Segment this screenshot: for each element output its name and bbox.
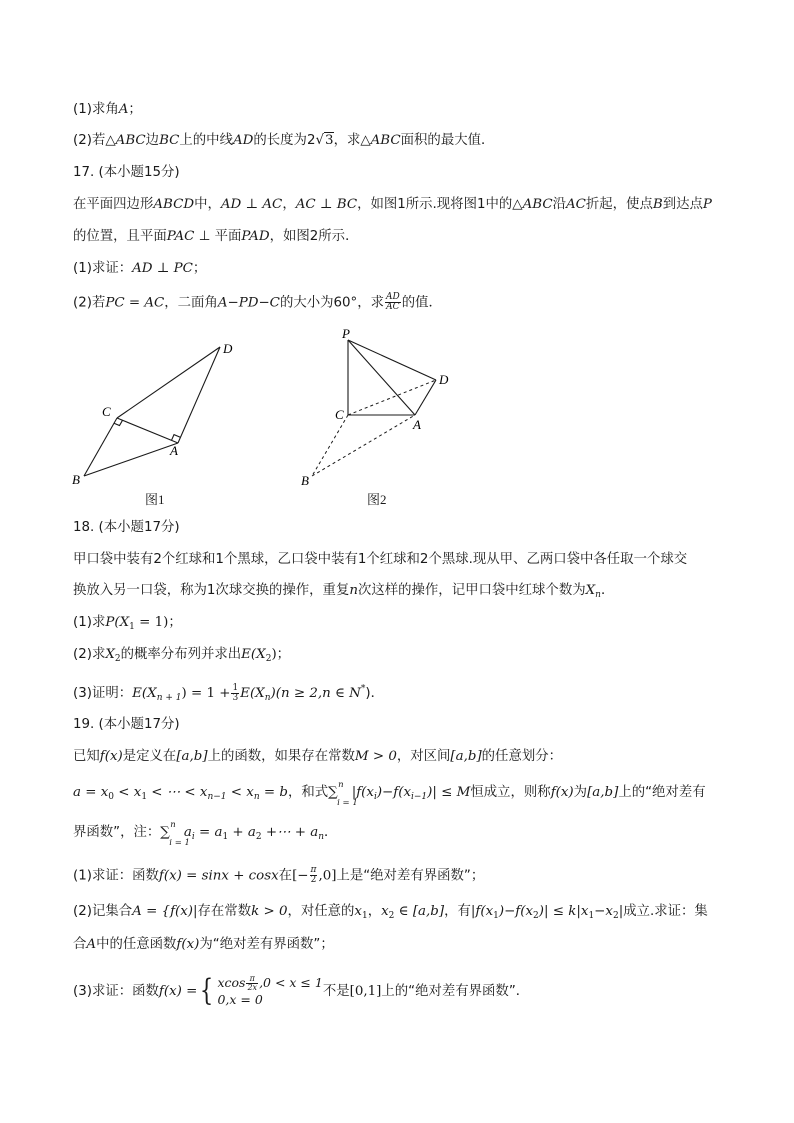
q17-part1 (73, 259, 206, 279)
label-C: C (335, 407, 344, 422)
subscript: 2 (612, 911, 619, 921)
math: E(X (240, 686, 265, 701)
math: ,0] (318, 868, 337, 884)
text: 的大小为60°，求 (279, 295, 385, 311)
math: xcos (217, 975, 246, 990)
subscript: i−1 (411, 792, 428, 802)
math: AC (565, 197, 586, 212)
subscript: n (595, 590, 601, 600)
text: (2)记集合 (73, 904, 133, 919)
figure-2-caption: 图2 (367, 492, 387, 507)
math: f(x) (550, 785, 574, 800)
math: X (585, 583, 596, 598)
q19-line3 (73, 820, 338, 848)
text: 已知 (73, 749, 100, 764)
q17-line2 (73, 227, 358, 247)
label-P: P (342, 326, 350, 341)
radicand: 3 (325, 133, 334, 148)
numerator: 1 (232, 682, 239, 693)
subscript: 0 (108, 792, 115, 802)
text: 不是 (322, 984, 350, 999)
edge-BA (84, 443, 178, 476)
math: < x (226, 785, 254, 800)
label-B: B (301, 473, 309, 488)
text: (1)求角 (73, 102, 119, 117)
edge-PA (348, 340, 415, 415)
math: ) (271, 647, 277, 662)
q16-part1: (1)求角A； (73, 102, 142, 117)
q16-part2 (73, 131, 494, 151)
sum-lower: i = 1 (169, 838, 190, 848)
piecewise-cases (217, 975, 322, 1007)
math: k > 0 (251, 904, 288, 919)
text: (2)若 (73, 133, 106, 148)
math: x (381, 904, 389, 919)
math: AC ⊥ BC (295, 197, 358, 212)
text: ， (282, 197, 296, 212)
q18-line1: 甲口袋中装有2个红球和1个黑球，乙口袋中装有1个红球和2个黑球.现从甲、乙两口袋中各任取一个球交 (73, 552, 688, 567)
text: 上的“绝对差有 (618, 785, 706, 800)
text: 成立.求证：集 (623, 904, 708, 919)
text: 的任意划分： (481, 749, 563, 764)
subscript: 1 (129, 622, 135, 632)
math: n (349, 583, 358, 598)
edge-BA-hidden (312, 415, 415, 476)
q18-part2 (73, 645, 290, 669)
q17-header: 17. (本小题15分) (73, 165, 180, 180)
text: 上的中线 (179, 133, 233, 148)
q19-line2 (73, 780, 706, 808)
text: (1)求证：函数 (73, 868, 159, 884)
q18-header: 18. (本小题17分) (73, 520, 180, 535)
text: 面积的最大值． (400, 133, 495, 148)
math: = b (259, 785, 288, 800)
subscript: 1 (141, 792, 148, 802)
sum-symbol: ∑ (160, 825, 170, 840)
math: ) = 1 + (181, 686, 231, 701)
denominator: 2x (247, 983, 258, 992)
math: B (652, 197, 663, 212)
text: 存在常数 (197, 904, 252, 919)
math: AD ⊥ AC (220, 197, 283, 212)
text: ； (168, 615, 182, 630)
sqrt: √3 (315, 133, 334, 148)
text: 到达点 (662, 197, 703, 212)
math: P(X (105, 615, 130, 630)
math: ∈ [a,b] (394, 904, 445, 919)
math: |f(x (470, 904, 494, 919)
math: PAC (166, 229, 195, 244)
subscript: n−1 (207, 792, 227, 802)
math: )| ≤ k|x (538, 904, 589, 919)
math: A−PD−C (217, 295, 280, 311)
edge-CB-hidden (312, 415, 348, 476)
math: [a,b] (176, 749, 208, 764)
text: ，和式 (287, 785, 329, 800)
label-D: D (439, 372, 449, 387)
text: )． (365, 686, 384, 701)
math: [0,1] (349, 984, 382, 999)
subscript: 2 (255, 832, 262, 842)
math: −x (594, 904, 613, 919)
math: a (183, 825, 192, 840)
sum-symbol: ∑ (328, 785, 338, 800)
q19-line1 (73, 747, 562, 767)
q18-part1 (73, 613, 182, 637)
math: A = {f(x)| (132, 904, 198, 919)
text: ， (367, 904, 382, 919)
text: ⊥ 平面 (194, 229, 242, 244)
math: f(x) = sinx + cosx (158, 868, 279, 884)
math: M > 0 (354, 749, 397, 764)
text: (2)若 (73, 295, 106, 311)
math: = 1) (134, 615, 169, 630)
q19-part2-line1 (73, 902, 708, 926)
math: △ABC (512, 197, 553, 212)
text: 中的任意函数 (96, 937, 177, 952)
math: [a,b] (450, 749, 482, 764)
text: 折起，使点 (585, 197, 653, 212)
q19-part1 (73, 866, 484, 887)
math: f(x) = (158, 984, 198, 999)
math: x (354, 904, 362, 919)
text: ； (276, 647, 291, 662)
q17-line1 (73, 195, 712, 215)
edge-CB (84, 418, 117, 476)
subscript: 2 (388, 911, 395, 921)
text: ，对任意的 (287, 904, 355, 919)
subscript: 1 (493, 911, 499, 921)
text: 的概率分布列并求出 (120, 647, 242, 662)
brace: { (200, 973, 214, 1008)
text: ． (600, 583, 615, 598)
case-1 (217, 975, 322, 992)
q19-header: 19. (本小题17分) (73, 717, 180, 732)
math: AD ⊥ PC (132, 261, 193, 276)
math: PAD (241, 229, 270, 244)
math: )| ≤ M (427, 785, 471, 800)
subscript: 1 (361, 911, 368, 921)
fraction (231, 684, 239, 703)
subscript: n + 1 (156, 693, 182, 703)
subscript: i (191, 832, 195, 842)
text: 换放入另一口袋，称为1次球交换的操作，重复 (73, 583, 350, 598)
text: 上的“绝对差有界函数”． (381, 984, 530, 999)
text: 上是“绝对差有界函数”； (336, 868, 485, 884)
text: ． (324, 825, 338, 840)
text: 在平面四边形 (73, 197, 154, 212)
label-A: A (413, 417, 421, 432)
numerator: π (246, 975, 258, 984)
label-B: B (72, 472, 80, 487)
text: 合 (73, 937, 87, 952)
text: (3)证明： (73, 686, 133, 701)
numerator: AD (386, 292, 400, 302)
denominator: AC (386, 302, 400, 312)
math: | (618, 904, 624, 919)
math: f(x) (99, 749, 123, 764)
text: ，求 (333, 133, 361, 148)
math: E(X (132, 686, 157, 701)
edge-CA (117, 418, 178, 443)
text: ，对区间 (396, 749, 451, 764)
denominator: 3 (232, 692, 239, 703)
label-D: D (223, 341, 233, 356)
text: ，二面角 (164, 295, 218, 311)
math: PC = AC (105, 295, 165, 311)
case-2: 0,x = 0 (217, 992, 263, 1007)
math: ,0 < x ≤ 1 (259, 975, 323, 990)
text: 次这样的操作，记甲口袋中红球个数为 (357, 583, 586, 598)
text: 的位置，且平面 (73, 229, 167, 244)
text: 上的函数，如果存在常数 (207, 749, 355, 764)
subscript: n (318, 832, 325, 842)
figure-1 (60, 330, 260, 510)
edge-AD (415, 380, 436, 415)
subscript: 2 (114, 654, 121, 664)
subscript: 2 (533, 911, 539, 921)
math: A (86, 937, 97, 952)
math: △ABC (105, 133, 146, 148)
q19-part3 (73, 975, 529, 1009)
math: A (118, 102, 129, 117)
math: = a (194, 825, 223, 840)
fraction (246, 975, 258, 992)
figure-1-caption: 图1 (145, 492, 165, 507)
edge-CD-hidden (348, 380, 436, 415)
math: BC (159, 133, 180, 148)
subscript: 2 (265, 654, 272, 664)
sum-upper: n (170, 820, 176, 830)
math: +⋯ + a (261, 825, 319, 840)
math: < ⋯ < x (147, 785, 208, 800)
text: ； (192, 261, 207, 276)
q18-line2 (73, 581, 614, 605)
math: △ABC (360, 133, 401, 148)
sum-lower: i = 1 (337, 798, 358, 808)
math: )(n ≥ 2,n ∈ N (270, 686, 361, 701)
text: 界函数”，注： (73, 825, 161, 840)
text: ，有 (444, 904, 471, 919)
q19-part2-line2 (73, 935, 334, 955)
edge-PD (348, 340, 436, 380)
text: 恒成立，则称 (470, 785, 551, 800)
q17-part2 (73, 293, 442, 314)
text: 为“绝对差有界函数”； (199, 937, 334, 952)
figure-2 (295, 320, 470, 495)
label-C: C (102, 404, 111, 419)
text: 是定义在 (122, 749, 177, 764)
math: f(x) (176, 937, 200, 952)
text: ，如图1所示.现将图1中的 (357, 197, 513, 212)
fraction (385, 293, 401, 312)
math: + a (228, 825, 256, 840)
text: 边 (145, 133, 160, 148)
math: )−f(x (498, 904, 534, 919)
math: [a,b] (587, 785, 619, 800)
math: AD (232, 133, 254, 148)
summation (160, 820, 190, 848)
math: X (105, 647, 115, 662)
text: (3)求证：函数 (73, 984, 159, 999)
subscript: i (373, 792, 377, 802)
math: P (702, 197, 712, 212)
math: E(X (241, 647, 266, 662)
text: ，如图2所示． (269, 229, 359, 244)
subscript: n (264, 693, 271, 703)
subscript: n (253, 792, 260, 802)
fraction (310, 866, 318, 885)
math: a = x (73, 785, 109, 800)
text: 沿 (552, 197, 566, 212)
subscript: 1 (222, 832, 229, 842)
text: 在 (278, 868, 293, 884)
text: (1)求证： (73, 261, 133, 276)
text: 中， (194, 197, 221, 212)
text: (1)求 (73, 615, 106, 630)
math: |f(x (351, 785, 374, 800)
subscript: 1 (588, 911, 595, 921)
math: ABCD (153, 197, 195, 212)
math: )−f(x (376, 785, 412, 800)
text: 的长度为2 (253, 133, 316, 148)
label-A: A (170, 443, 178, 458)
text: 为 (573, 785, 588, 800)
superscript: * (360, 684, 366, 694)
text: (2)求 (73, 647, 106, 662)
denominator: 2 (310, 875, 317, 885)
text: 的值． (401, 295, 442, 311)
sum-upper: n (338, 780, 344, 790)
math: < x (114, 785, 142, 800)
numerator: π (310, 865, 317, 875)
q18-part3 (73, 679, 384, 708)
summation (328, 780, 358, 808)
math: [− (292, 868, 309, 884)
